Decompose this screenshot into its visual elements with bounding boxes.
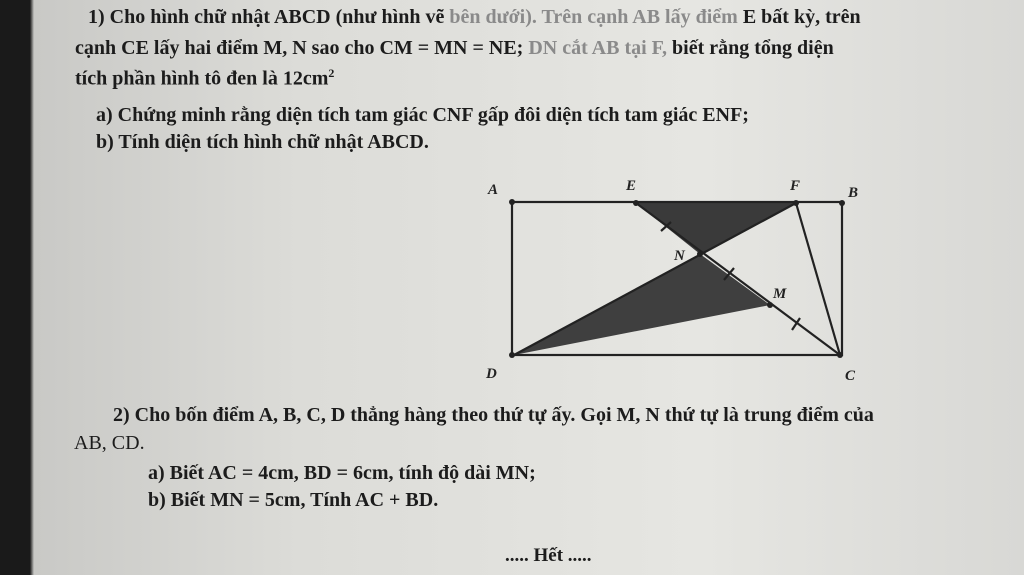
label-e: E: [626, 178, 637, 194]
label-n: N: [674, 248, 685, 264]
label-c: C: [845, 368, 856, 384]
problem2-part-a: a) Biết AC = 4cm, BD = 6cm, tính độ dài MN;: [148, 462, 536, 484]
footer-end: ..... Hết .....: [505, 545, 592, 566]
shaded-triangle-dnm: [514, 254, 770, 355]
problem1-line2: cạnh CE lấy hai điểm M, N sao cho CM = MN = NE; DN cắt AB tại F, biết rằng tổng diện: [75, 37, 834, 59]
problem2-line1: 2) Cho bốn điểm A, B, C, D thẳng hàng theo thứ tự ấy. Gọi M, N thứ tự là trung điểm của: [113, 404, 874, 426]
problem1-part-b: b) Tính diện tích hình chữ nhật ABCD.: [96, 131, 429, 153]
problem1-line1: 1) Cho hình chữ nhật ABCD (như hình vẽ bên dưới). Trên cạnh AB lấy điểm E bất kỳ, trên: [88, 6, 861, 28]
problem2-line2: AB, CD.: [74, 432, 145, 454]
label-f: F: [790, 178, 801, 194]
label-m: M: [773, 286, 787, 302]
label-b: B: [848, 185, 859, 201]
problem1-part-a: a) Chứng minh rằng diện tích tam giác CNF gấp đôi diện tích tam giác ENF;: [96, 104, 749, 126]
label-a: A: [488, 182, 499, 198]
problem2-part-b: b) Biết MN = 5cm, Tính AC + BD.: [148, 489, 439, 511]
segment-df: [514, 203, 796, 355]
segment-fc: [796, 203, 840, 355]
problem1-line3: tích phần hình tô đen là $12cm^2$: [75, 66, 335, 90]
label-d: D: [486, 366, 497, 382]
